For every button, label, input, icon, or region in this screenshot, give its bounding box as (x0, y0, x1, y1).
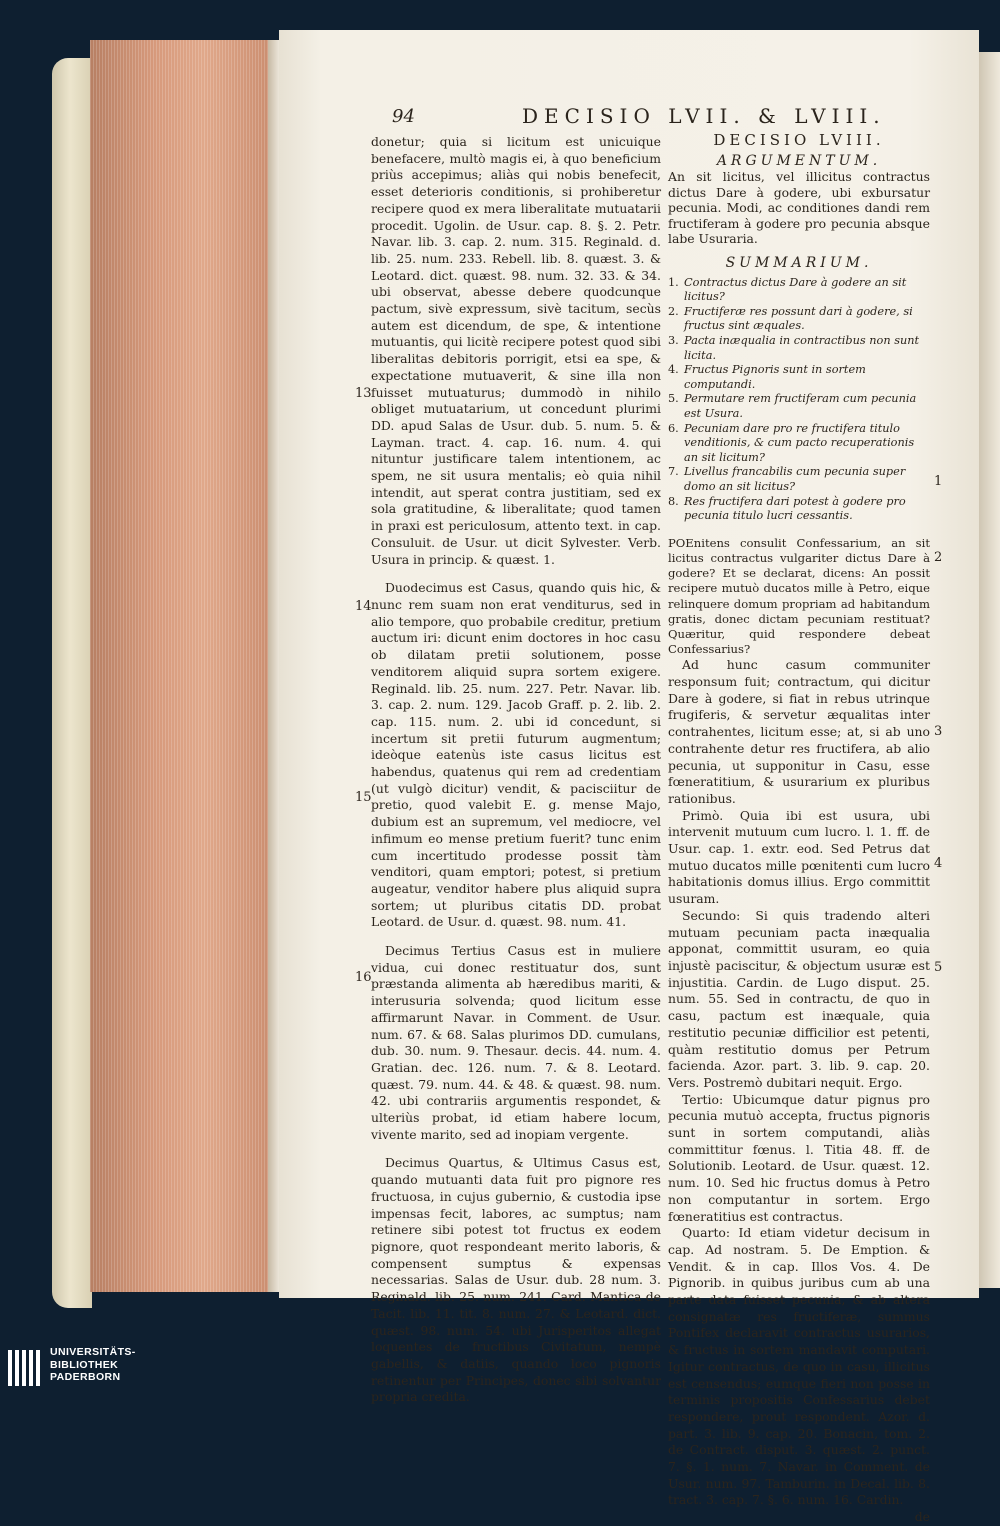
decisio-title: DECISIO LVIII. (713, 131, 885, 149)
argumentum-text: An sit licitus, vel illicitus contractus dictus Dare à godere, ubi exbursatur pecunia. Modi, ac conditiones dandi rem fructiferam à godere pro pecunia absque labe Usuraria. (668, 169, 930, 247)
margin-number: 14 (355, 599, 372, 614)
summary-number: 4. (668, 363, 679, 377)
summary-number: 2. (668, 304, 679, 318)
summary-text: Livellus francabilis cum pecunia super domo an sit licitus? (684, 465, 906, 493)
summary-text: Pecuniam dare pro re fructifera titulo venditionis, & cum pacto recuperationis an sit licitum? (684, 421, 915, 464)
paragraph: Duodecimus est Casus, quando quis hic, & nunc rem suam non erat venditurus, sed in alio tempore, quo probabile creditur, pretium auctum iri: dicunt enim doctores in hoc casu ob dilatam pretii solutionem, posse venditorem aliquid supra sortem exigere. Reginald. lib. 25. num. 227. Petr. Navar. lib. 3. cap. 2. num. 129. Jacob Graff. p. 2. lib. 2. cap. 115. num. 2. ubi id concedunt, si incertum sit pretii futurum augmentum; ideòque eatenùs iste casus licitus est habendus, quatenus qui rem ad credentiam (ut vulgò dicitur) vendit, & pacisciitur de pretio, quod valebit E. g. mense Majo, dubium est an supremum, vel mediocre, vel infimum eo mense pretium fuerit? tunc enim cum incertitudo prodesse possit tàm venditori, quam emptori; potest, si pretium augeatur, venditor habere plus aliquid supra sortem; ut pluribus citatis DD. probat Leotard. de Usur. d. quæst. 98. num. 41. (371, 580, 661, 930)
paragraph: Ad hunc casum communiter responsum fuit; contractum, qui dicitur Dare à godere, si fiat in rebus utrinque frugiferis, & servetur æqualitas inter contrahentes, licitum esse; at, si ab uno contrahente detur res fructifera, ab alio pecunia, ut supponitur in Casu, esse fœneratitium, & usurarium ex pluribus rationibus. (668, 657, 930, 806)
catchword: de (914, 1509, 930, 1525)
summary-text: Contractus dictus Dare à godere an sit licitus? (684, 275, 907, 304)
margin-number: 5 (934, 960, 943, 975)
margin-number: 1 (934, 474, 943, 489)
logo-line: BIBLIOTHEK (50, 1358, 119, 1371)
summary-number: 3. (668, 333, 679, 347)
margin-number: 13 (355, 386, 372, 401)
summary-text: Res fructifera dari potest à godere pro pecunia titulo lucri cessantis. (684, 494, 906, 523)
margin-number: 2 (934, 550, 943, 565)
summary-text: Pacta inæqualia in contractibus non sunt licita. (684, 333, 920, 362)
summary-number: 8. (668, 494, 679, 508)
summary-number: 7. (668, 465, 679, 479)
paragraph: Decimus Quartus, & Ultimus Casus est, quando mutuanti data fuit pro pignore res fructuosa, in cujus gubernio, & custodia ipse impensas fecit, labores, ac sumptus; nam retinere sibi potest tot fructus ex eodem pignore, quot respondeant merito laboris, & compensent sumptus & expensas necessarias. Salas de Usur. dub. 28 num. 3. Reginald. lib. 25. num. 241. Card. Mantica de Tacit. lib. 11. tit. 8. num. 27. & Leotard. dict. quæst. 98. num. 54. ubi Jurisperitos allegat loquentes de fructibus Civitatum, nempè gabellis, & datiis, quando loco pignoris retinentur per Principes, donec sibi solvantur propria credita. (371, 1155, 661, 1405)
logo-bars-icon (8, 1350, 42, 1386)
summary-text: Permutare rem fructiferam cum pecunia est Usura. (684, 392, 917, 420)
summary-item (668, 334, 930, 363)
summary-item (668, 422, 930, 466)
left-text-column (371, 134, 661, 1406)
margin-number: 16 (355, 970, 372, 985)
paragraph: Secundo: Si quis tradendo alteri mutuam pecuniam pacta inæqualia apponat, committit usuram, eo quia injustè paciscitur, & objectum usuræ est injustitia. Cardin. de Lugo disput. 25. num. 55. Sed in contractu, de quo in casu, pactum est inæquale, quia restitutio pecuniæ difficilior est petenti, quàm restitutio domus per Petrum facienda. Azor. part. 3. lib. 9. cap. 20. Vers. Postremò dubitari nequit. Ergo. (668, 907, 930, 1090)
summary-item (668, 465, 930, 494)
adjacent-page-edge (979, 52, 1000, 1288)
summary-item (668, 392, 930, 421)
paragraph: Quarto: Id etiam videtur decisum in cap. Ad nostram. 5. De Emption. & Vendit. & in cap. Illos Vos. 4. De Pignorib. in quibus juribus cum ab una parte data fuisset pecunia, & ab altera consignatæ res fructiferæ, summus Pontifex declaravit contractus usurarios, & fructus in sortem mandavit computari. Igitur contractus, de quo in casu, illicitus est censendus; eumque fieri non posse in terminis propositis Confessarius debet respondere, prout respondent. Azor. d. part. 3. lib. 9. cap. 20. Bonacin, tom. 2. de Contract. disput. 3. quæst. 2. punct. 7. §. 1. num. 7. Navar. in Comment. de Usur. num. 97. Tamburin. in Decal. lib. 8. tract. 3. cap. 7. §. 6. num. 16. Cardin. (668, 1225, 930, 1508)
running-title: DECISIO LVII. & LVIII. (522, 104, 886, 128)
paragraph: Tertio: Ubicumque datur pignus pro pecunia mutuò accepta, fructus pignoris sunt in sortem computandi, aliàs committitur fœnus. l. Titia 48. ff. de Solutionib. Leotard. de Usur. quæst. 12. num. 10. Sed hic fructus domus à Petro non computantur in sortem. Ergo fœneratitius est contractus. (668, 1091, 930, 1224)
summary-item (668, 495, 930, 524)
paragraph: POEnitens consulit Confessarium, an sit licitus contractus vulgariter dictus Dare à godere? Et se declarat, dicens: An possit recipere mutuò ducatos mille à Petro, eique relinquere domum propriam ad habitandum gratis, donec dictam pecuniam restituat? Quæritur, quid respondere debeat Confessarius? (668, 535, 930, 657)
library-logo (0, 1340, 160, 1394)
summary-number: 6. (668, 421, 679, 435)
argumentum-title: ARGUMENTUM. (716, 152, 882, 169)
red-sprinkled-fore-edge (90, 40, 280, 1292)
margin-number: 15 (355, 790, 372, 805)
margin-number: 3 (934, 724, 943, 739)
paragraph: Primò. Quia ibi est usura, ubi intervenit mutuum cum lucro. l. 1. ff. de Usur. cap. 1. extr. eod. Sed Petrus dat mutuo ducatos mille pœnitenti cum lucro habitationis domus illius. Ergo committit usuram. (668, 807, 930, 907)
summarium-title: SUMMARIUM. (725, 254, 873, 271)
summary-text: Fructiferæ res possunt dari à godere, si fructus sint æquales. (684, 304, 913, 333)
summary-item (668, 363, 930, 392)
summary-text: Fructus Pignoris sunt in sortem computandi. (684, 363, 866, 391)
summary-item (668, 276, 930, 305)
logo-line: UNIVERSITÄTS- (50, 1346, 136, 1358)
page-number: 94 (392, 106, 415, 127)
logo-line: PADERBORN (50, 1371, 121, 1383)
summary-item (668, 305, 930, 334)
margin-number: 4 (934, 856, 943, 871)
logo-text (50, 1346, 136, 1384)
summary-number: 1. (668, 275, 679, 289)
summary-number: 5. (668, 392, 679, 406)
vellum-cover-edge (52, 58, 92, 1308)
right-text-column (668, 132, 930, 1526)
paragraph: donetur; quia si licitum est unicuique benefacere, multò magis ei, à quo beneficium priùs accepimus; aliàs qui nobis benefecit, esset deterioris conditionis, si prohiberetur recipere quod ex mera liberalitate mutuatarii procedit. Ugolin. de Usur. cap. 8. §. 2. Petr. Navar. lib. 3. cap. 2. num. 315. Reginald. d. lib. 25. num. 233. Rebell. lib. 8. quæst. 3. & Leotard. dict. quæst. 98. num. 32. 33. & 34. ubi observat, abesse debere quodcunque pactum, sivè expressum, sivè tacitum, secùs autem est dicendum, de spe, & intentione mutuantis, qui licitè recipere potest quod sibi liberalitas debitoris porrigit, etsi ea spe, & expectatione mutuaverit, & sine illa non fuisset mutuaturus; dummodò in nihilo obliget mutuatarium, ut concedunt plurimi DD. apud Salas de Usur. dub. 5. num. 5. & Layman. tract. 4. cap. 16. num. 4. qui nituntur justificare talem intentionem, ac spem, ne sit usura mentalis; eò quia nihil intendit, aut sperat contra justitiam, sed ex sola gratitudine, & liberalitate; quod tamen in praxi est periculosum, attento text. in cap. Consuluit. de Usur. ut dicit Sylvester. Verb. Usura in princip. & quæst. 1. (371, 134, 661, 567)
paragraph: Decimus Tertius Casus est in muliere vidua, cui donec restituatur dos, sunt præstanda alimenta ab hæredibus mariti, & interusuria solvenda; quod licitum esse affirmarunt Navar. in Comment. de Usur. num. 67. & 68. Salas plurimos DD. cumulans, dub. 30. num. 9. Thesaur. decis. 44. num. 4. Gratian. dec. 126. num. 7. & 8. Leotard. quæst. 79. num. 44. & 48. & quæst. 98. num. 42. ubi contrariis argumentis respondet, & ulteriùs probat, id etiam habere locum, vivente marito, sed ad inopiam vergente. (371, 943, 661, 1142)
